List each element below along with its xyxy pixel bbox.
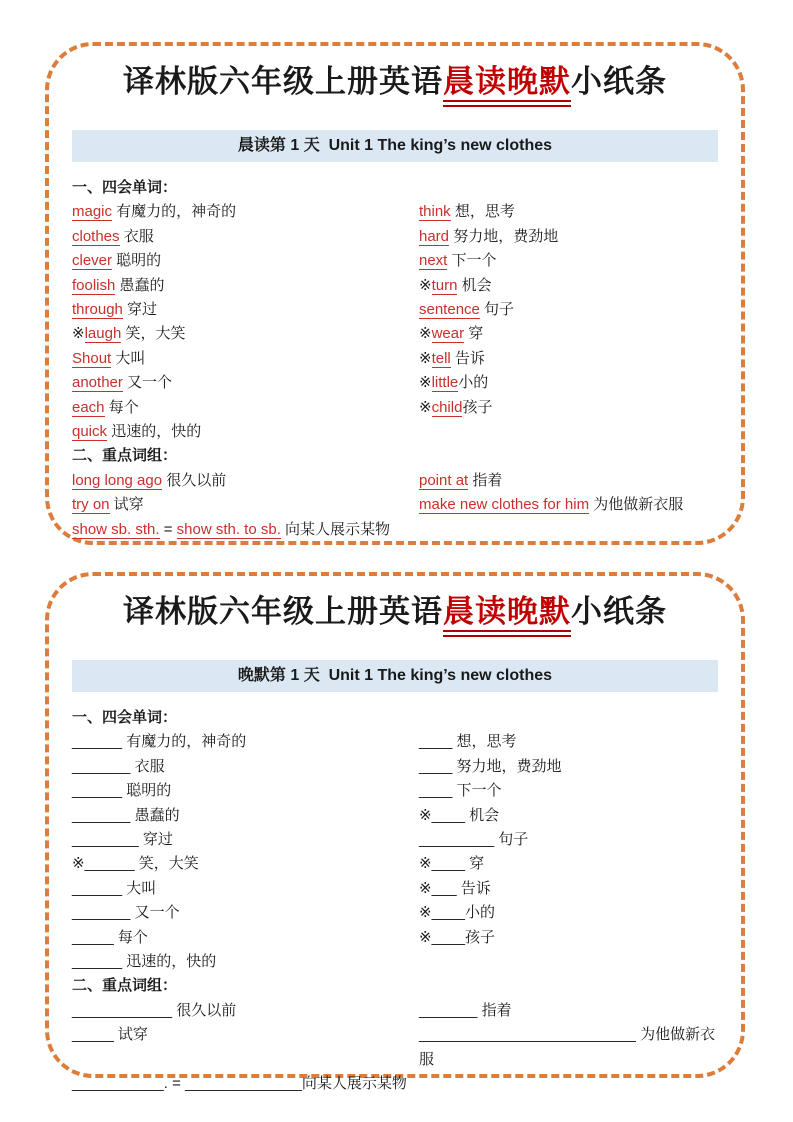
english-word: Shout xyxy=(72,349,112,367)
answer-blank: _____ xyxy=(72,928,114,946)
words-left-column xyxy=(72,730,419,974)
vocab-row xyxy=(72,420,419,444)
english-word: foolish xyxy=(72,276,116,294)
morning-reading-card xyxy=(45,42,745,545)
answer-blank: ____ xyxy=(431,806,465,824)
plain-text: 机会 xyxy=(457,276,492,294)
title-highlight: 晨读晚默 xyxy=(443,64,571,107)
star-mark: ※ xyxy=(72,325,85,343)
english-word: next xyxy=(419,252,448,270)
plain-text: 聪明的 xyxy=(112,252,162,270)
phrase-blank-row xyxy=(72,999,419,1023)
star-mark: ※ xyxy=(419,879,432,897)
vocab-blank-row xyxy=(419,901,718,925)
answer-blank: _____ xyxy=(72,1026,114,1044)
english-word: each xyxy=(72,398,105,416)
answer-blank: ___ xyxy=(431,879,457,897)
vocab-blank-row xyxy=(72,901,419,925)
phrases-columns xyxy=(72,469,718,518)
star-mark: ※ xyxy=(419,806,432,824)
vocab-row xyxy=(419,322,718,346)
english-word: quick xyxy=(72,423,108,441)
vocab-row xyxy=(419,298,718,322)
vocab-row xyxy=(419,347,718,371)
plain-text: 愚蠢的 xyxy=(130,806,180,824)
plain-text: 迅速的，快的 xyxy=(122,953,217,971)
plain-text: 大叫 xyxy=(122,879,157,897)
plain-text: 告诉 xyxy=(456,879,491,897)
title-suffix: 小纸条 xyxy=(571,594,667,629)
plain-text: 机会 xyxy=(464,806,500,824)
vocab-blank-row xyxy=(419,730,718,754)
answer-blank: ____ xyxy=(431,928,465,946)
plain-text: 很久以前 xyxy=(162,471,227,489)
words-columns xyxy=(72,200,718,444)
plain-text: 小的 xyxy=(464,904,495,922)
plain-text: 句子 xyxy=(494,831,529,849)
answer-blank: ____ xyxy=(419,757,453,775)
vocab-blank-row xyxy=(419,852,718,876)
english-word: through xyxy=(72,301,123,319)
plain-text: 努力地，费劲地 xyxy=(449,227,559,245)
plain-text: 穿 xyxy=(464,325,484,343)
vocab-blank-row xyxy=(419,804,718,828)
words-section-label: 一、四会单词： xyxy=(72,179,178,196)
words-section-label: 一、四会单词： xyxy=(72,709,178,726)
answer-blank: __________________________ xyxy=(419,1026,636,1044)
vocab-row xyxy=(419,225,718,249)
title-prefix: 译林版六年级上册英语 xyxy=(123,594,443,629)
star-mark: ※ xyxy=(419,374,432,392)
answer-blank: ______ xyxy=(72,733,123,751)
vocab-row xyxy=(72,200,419,224)
star-mark: ※ xyxy=(419,398,432,416)
morning-content xyxy=(49,176,741,542)
english-word: clothes xyxy=(72,227,120,245)
phrases-columns xyxy=(72,999,718,1072)
phrase-full-line xyxy=(72,518,718,542)
plain-text: 指着 xyxy=(468,471,503,489)
title-prefix: 译林版六年级上册英语 xyxy=(123,64,443,99)
star-mark: ※ xyxy=(419,928,432,946)
plain-text: 小的 xyxy=(458,374,489,392)
phrase-row xyxy=(419,493,718,517)
vocab-blank-row xyxy=(72,779,419,803)
vocab-row xyxy=(72,225,419,249)
vocab-blank-row xyxy=(419,877,718,901)
answer-blank: ____ xyxy=(431,855,465,873)
answer-blank: _______ xyxy=(72,904,131,922)
star-mark: ※ xyxy=(419,904,432,922)
plain-text: 愚蠢的 xyxy=(115,276,165,294)
english-word: tell xyxy=(431,349,451,367)
vocab-row xyxy=(419,396,718,420)
evening-banner: 晚默第 1 天 Unit 1 The king’s new clothes xyxy=(72,660,718,692)
phrases-right-column xyxy=(419,999,718,1072)
vocab-blank-row xyxy=(72,877,419,901)
phrases-section-label: 二、重点词组： xyxy=(72,977,178,995)
phrase-blank-row xyxy=(72,1023,419,1047)
vocab-row xyxy=(72,249,419,273)
vocab-blank-row xyxy=(419,926,718,950)
english-word: point at xyxy=(419,471,469,489)
plain-text: 大叫 xyxy=(111,349,146,367)
plain-text: 孩子 xyxy=(464,928,495,946)
plain-text: 为他做新衣服 xyxy=(419,1026,716,1068)
vocab-blank-row xyxy=(419,755,718,779)
answer-blank: ________ xyxy=(72,831,139,849)
phrase-blank-row xyxy=(419,1023,718,1072)
english-word: turn xyxy=(431,276,458,294)
plain-text: 试穿 xyxy=(109,496,144,514)
phrases-section-label: 二、重点词组： xyxy=(72,447,178,465)
answer-blank: ____ xyxy=(419,782,453,800)
star-mark: ※ xyxy=(419,855,432,873)
english-word: show sb. sth. xyxy=(72,520,160,538)
answer-blank: _______ xyxy=(72,806,131,824)
page-title xyxy=(49,60,741,104)
plain-text: 穿 xyxy=(464,855,485,873)
plain-text: 下一个 xyxy=(452,782,502,800)
plain-text: 衣服 xyxy=(130,757,165,775)
plain-text: 指着 xyxy=(477,1001,512,1019)
plain-text: 努力地，费劲地 xyxy=(452,757,562,775)
phrases-left-column xyxy=(72,469,419,518)
words-columns xyxy=(72,730,718,974)
vocab-blank-row xyxy=(72,852,419,876)
vocab-row xyxy=(419,249,718,273)
answer-blank: ______ xyxy=(72,782,123,800)
answer-blank: _______ xyxy=(419,1001,478,1019)
english-word: think xyxy=(419,203,451,221)
plain-text: 下一个 xyxy=(447,252,497,270)
vocab-blank-row xyxy=(419,779,718,803)
plain-text: 穿过 xyxy=(138,831,173,849)
star-mark: ※ xyxy=(419,325,432,343)
vocab-blank-row xyxy=(72,950,419,974)
english-word: little xyxy=(431,374,459,392)
plain-text: 每个 xyxy=(113,928,148,946)
phrases-left-column xyxy=(72,999,419,1072)
english-word: magic xyxy=(72,203,113,221)
plain-text: 笑，大笑 xyxy=(121,325,186,343)
phrase-blank-row xyxy=(419,999,718,1023)
star-mark: ※ xyxy=(72,855,85,873)
plain-text: 向某人展示某物 xyxy=(280,520,391,538)
words-right-column xyxy=(419,730,718,974)
vocab-row xyxy=(419,274,718,298)
plain-text: 穿过 xyxy=(122,301,158,319)
answer-blank: _________ xyxy=(419,831,495,849)
phrase-row xyxy=(72,469,419,493)
star-mark: ※ xyxy=(419,349,432,367)
plain-text: 想，思考 xyxy=(450,203,515,221)
vocab-blank-row xyxy=(72,926,419,950)
vocab-row xyxy=(72,396,419,420)
answer-blank: ____________ xyxy=(72,1001,173,1019)
vocab-blank-row xyxy=(72,828,419,852)
plain-text: 孩子 xyxy=(462,398,493,416)
english-word: long long ago xyxy=(72,471,163,489)
answer-blank: ___________ xyxy=(72,1075,164,1093)
plain-text: 迅速的，快的 xyxy=(107,423,202,441)
phrase-row xyxy=(72,518,718,542)
plain-text: 告诉 xyxy=(450,349,485,367)
english-word: sentence xyxy=(419,301,480,319)
words-right-column xyxy=(419,200,718,444)
vocab-blank-row xyxy=(419,828,718,852)
vocab-row xyxy=(419,371,718,395)
answer-blank: ______ xyxy=(84,855,135,873)
vocab-row xyxy=(419,200,718,224)
plain-text: = xyxy=(159,520,177,538)
english-word: child xyxy=(431,398,463,416)
plain-text: 向某人展示某物 xyxy=(301,1075,407,1093)
plain-text: 有魔力的，神奇的 xyxy=(122,733,247,751)
english-word: wear xyxy=(431,325,465,343)
english-word: clever xyxy=(72,252,113,270)
phrase-full-line xyxy=(72,1072,718,1096)
vocab-row xyxy=(72,347,419,371)
evening-content xyxy=(49,706,741,1097)
evening-dictation-card xyxy=(45,572,745,1093)
plain-text: 很久以前 xyxy=(172,1001,237,1019)
english-word: make new clothes for him xyxy=(419,496,590,514)
plain-text: 每个 xyxy=(104,398,139,416)
vocab-row xyxy=(72,274,419,298)
answer-blank: ______ xyxy=(72,953,123,971)
phrase-blank-row xyxy=(72,1072,718,1096)
answer-blank: ____ xyxy=(419,733,453,751)
phrase-row xyxy=(419,469,718,493)
plain-text: 笑，大笑 xyxy=(134,855,199,873)
english-word: try on xyxy=(72,496,110,514)
answer-blank: ______________ xyxy=(185,1075,302,1093)
english-word: hard xyxy=(419,227,450,245)
vocab-row xyxy=(72,322,419,346)
plain-text: 又一个 xyxy=(122,374,173,392)
vocab-row xyxy=(72,371,419,395)
english-word: show sth. to sb. xyxy=(176,520,281,538)
plain-text: 有魔力的，神奇的 xyxy=(112,203,237,221)
vocab-row xyxy=(72,298,419,322)
phrases-right-column xyxy=(419,469,718,518)
plain-text: 句子 xyxy=(479,301,515,319)
title-highlight: 晨读晚默 xyxy=(443,594,571,637)
title-suffix: 小纸条 xyxy=(571,64,667,99)
plain-text: 衣服 xyxy=(119,227,154,245)
vocab-blank-row xyxy=(72,755,419,779)
words-left-column xyxy=(72,200,419,444)
plain-text: 试穿 xyxy=(113,1026,148,1044)
answer-blank: _______ xyxy=(72,757,131,775)
plain-text: 想，思考 xyxy=(452,733,517,751)
english-word: another xyxy=(72,374,123,392)
plain-text: 为他做新衣服 xyxy=(589,496,684,514)
morning-banner: 晨读第 1 天 Unit 1 The king’s new clothes xyxy=(72,130,718,162)
vocab-blank-row xyxy=(72,730,419,754)
answer-blank: ____ xyxy=(431,904,465,922)
phrase-row xyxy=(72,493,419,517)
page-title xyxy=(49,590,741,634)
plain-text: 聪明的 xyxy=(122,782,172,800)
vocab-blank-row xyxy=(72,804,419,828)
star-mark: ※ xyxy=(419,276,432,294)
plain-text: . = xyxy=(163,1075,186,1093)
plain-text: 又一个 xyxy=(130,904,180,922)
english-word: laugh xyxy=(84,325,122,343)
answer-blank: ______ xyxy=(72,879,123,897)
